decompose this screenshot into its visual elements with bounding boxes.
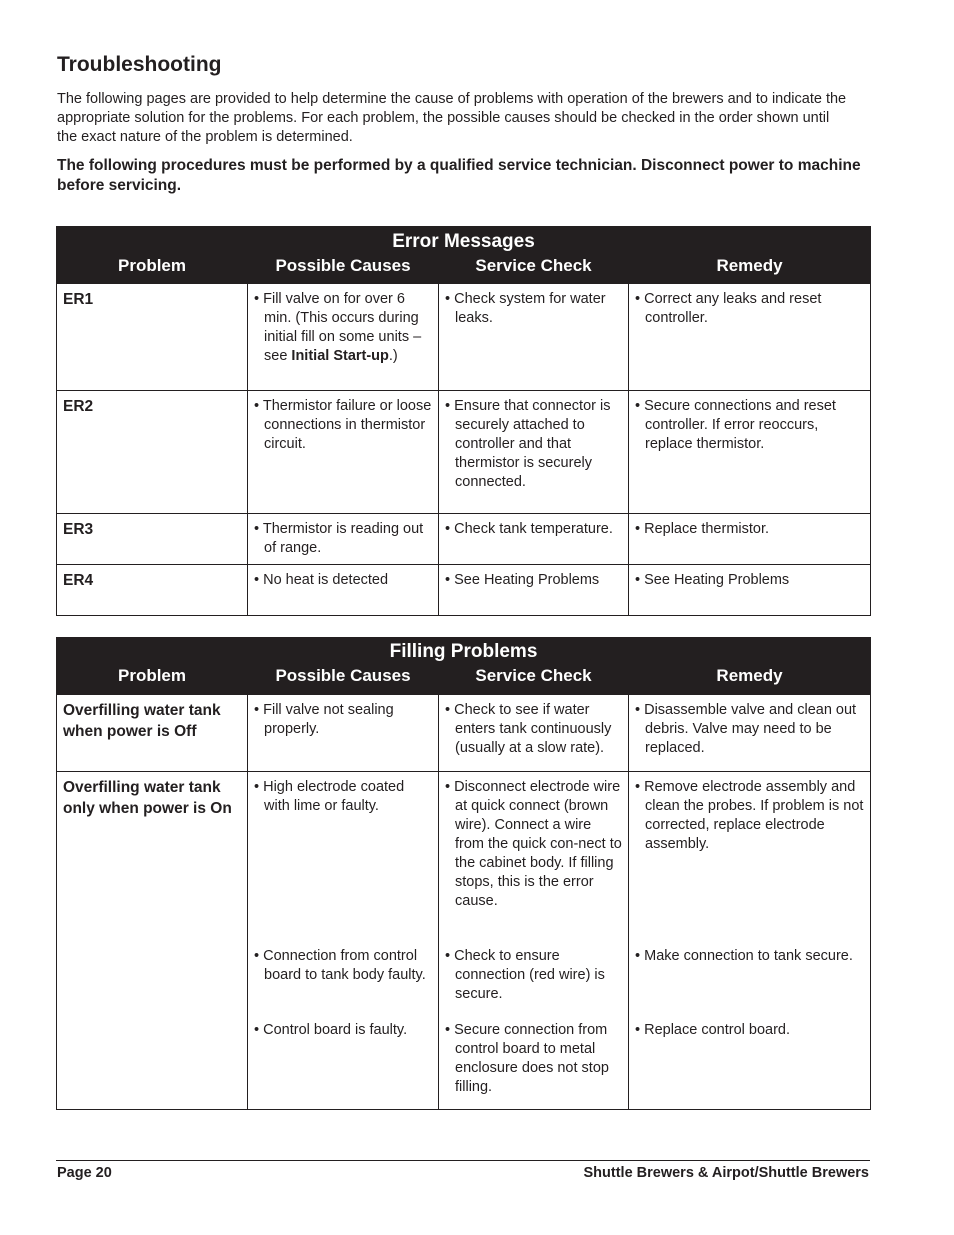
column-header-remedy: Remedy bbox=[629, 664, 871, 695]
table-row bbox=[57, 565, 871, 616]
problem-cell: ER2 bbox=[57, 391, 248, 514]
column-header-problem: Problem bbox=[57, 254, 248, 284]
cause-cell: • Fill valve on for over 6 min. (This occurs during initial fill on some units – see Initial Start-up.) bbox=[248, 284, 439, 391]
problem-cell: ER4 bbox=[57, 565, 248, 616]
problem-cell: ER1 bbox=[57, 284, 248, 391]
table-row bbox=[57, 514, 871, 565]
remedy-cell: • Remove electrode assembly and clean the probes. If problem is not corrected, replace electrode assembly. • Make connection to tank secure. • Replace control board. bbox=[629, 772, 871, 1110]
intro-paragraph: The following pages are provided to help determine the cause of problems with operation of the brewers and to indicate the appropriate solution for the problems. For each problem, the possible causes should be checked in the order shown until the exact nature of the problem is determined. bbox=[57, 91, 847, 145]
table-row bbox=[57, 695, 871, 772]
table-row bbox=[57, 391, 871, 514]
filling-problems-table bbox=[56, 637, 871, 1110]
remedy-cell: • See Heating Problems bbox=[629, 565, 871, 616]
check-cell: • Check to see if water enters tank continuously (usually at a slow rate). bbox=[439, 695, 629, 772]
problem-cell: ER3 bbox=[57, 514, 248, 565]
check-cell: • See Heating Problems bbox=[439, 565, 629, 616]
cause-cell: • Thermistor is reading out of range. bbox=[248, 514, 439, 565]
cause-cell: • Fill valve not sealing properly. bbox=[248, 695, 439, 772]
error-messages-table bbox=[56, 226, 871, 616]
remedy-cell: • Disassemble valve and clean out debris. Valve may need to be replaced. bbox=[629, 695, 871, 772]
problem-cell: Overfilling water tank when power is Off bbox=[57, 695, 248, 772]
remedy-cell: • Replace thermistor. bbox=[629, 514, 871, 565]
check-cell: • Check tank temperature. bbox=[439, 514, 629, 565]
cause-cell: • Thermistor failure or loose connections in thermistor circuit. bbox=[248, 391, 439, 514]
check-cell: • Check system for water leaks. bbox=[439, 284, 629, 391]
table-row bbox=[57, 772, 871, 1110]
column-header-causes: Possible Causes bbox=[248, 664, 439, 695]
safety-warning: The following procedures must be performed by a qualified service technician. Disconnect power to machine before servicing. bbox=[57, 157, 861, 194]
footer-product-name: Shuttle Brewers & Airpot/Shuttle Brewers bbox=[583, 1165, 869, 1181]
column-header-remedy: Remedy bbox=[629, 254, 871, 284]
check-cell: • Ensure that connector is securely attached to controller and that thermistor is securely connected. bbox=[439, 391, 629, 514]
table-title: Filling Problems bbox=[57, 638, 871, 664]
page-number: Page 20 bbox=[57, 1165, 112, 1181]
column-header-check: Service Check bbox=[439, 664, 629, 695]
footer-divider bbox=[56, 1160, 870, 1161]
remedy-cell: • Secure connections and reset controller. If error reoccurs, replace thermistor. bbox=[629, 391, 871, 514]
table-title: Error Messages bbox=[57, 227, 871, 254]
table-row bbox=[57, 284, 871, 391]
cause-cell: • High electrode coated with lime or faulty. • Connection from control board to tank body faulty. • Control board is faulty. bbox=[248, 772, 439, 1110]
problem-cell: Overfilling water tank only when power is On bbox=[57, 772, 248, 1110]
check-cell: • Disconnect electrode wire at quick connect (brown wire). Connect a wire from the quick con-nect to the cabinet body. If filling stops, this is the error cause. • Check to ensure connection (red wire) is secure. • Secure connection from control board to metal enclosure does not stop filling. bbox=[439, 772, 629, 1110]
column-header-causes: Possible Causes bbox=[248, 254, 439, 284]
page-title: Troubleshooting bbox=[57, 53, 222, 76]
cause-cell: • No heat is detected bbox=[248, 565, 439, 616]
remedy-cell: • Correct any leaks and reset controller. bbox=[629, 284, 871, 391]
column-header-problem: Problem bbox=[57, 664, 248, 695]
column-header-check: Service Check bbox=[439, 254, 629, 284]
